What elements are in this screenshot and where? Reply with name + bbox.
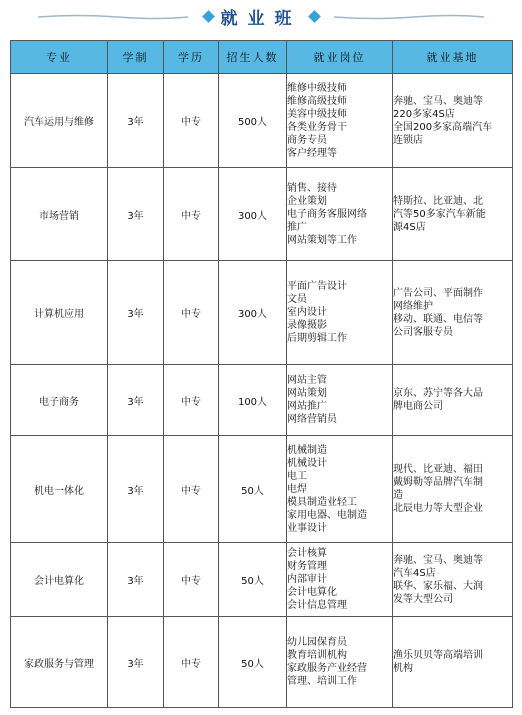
header-enrollment: 招生人数 — [219, 41, 287, 74]
duration-cell: 3年 — [108, 436, 164, 543]
position-line: 商务专员 — [287, 134, 327, 146]
position-line: 会计信息管理 — [287, 600, 347, 611]
table-row — [11, 617, 513, 708]
header-education: 学历 — [164, 41, 219, 74]
position-line: 企业策划 — [287, 195, 327, 207]
bases-cell — [393, 74, 513, 168]
position-line: 幼儿园保育员 — [287, 637, 347, 648]
duration-cell: 3年 — [108, 617, 164, 708]
diamond-icon — [202, 10, 215, 23]
position-line: 后期剪辑工作 — [287, 333, 347, 344]
position-line: 管理、培训工作 — [287, 676, 357, 687]
base-line: 戴姆勒等品牌汽车制 — [393, 477, 483, 488]
position-line: 各类业务骨干 — [287, 121, 347, 133]
base-line: 京东、苏宁等各大品 — [393, 388, 483, 399]
position-line: 电子商务客服网络 — [287, 208, 367, 220]
bases-cell — [393, 365, 513, 436]
left-flourish-ornament — [38, 14, 188, 20]
table-row — [11, 543, 513, 617]
position-line: 维修中级技师 — [287, 82, 347, 94]
table-row — [11, 261, 513, 365]
diamond-icon — [308, 10, 321, 23]
base-line: 连锁店 — [393, 134, 423, 146]
base-line: 奔驰、宝马、奥迪等 — [393, 554, 483, 566]
position-line: 家用电器、电制造 — [287, 509, 367, 521]
base-line: 渔乐贝贝等高端培训 — [393, 650, 483, 661]
bases-cell — [393, 261, 513, 365]
position-line: 机械制造 — [287, 444, 327, 456]
education-cell: 中专 — [164, 261, 219, 365]
education-cell: 中专 — [164, 617, 219, 708]
duration-cell: 3年 — [108, 543, 164, 617]
major-cell: 家政服务与管理 — [11, 617, 108, 708]
base-line: 220多家4S店 — [393, 108, 455, 120]
position-line: 网站策划 — [287, 388, 327, 399]
education-cell: 中专 — [164, 436, 219, 543]
bases-cell — [393, 543, 513, 617]
base-line: 网络维护 — [393, 300, 433, 312]
base-line: 广告公司、平面制作 — [393, 287, 483, 299]
enrollment-cell: 50人 — [219, 543, 287, 617]
header-bases: 就业基地 — [393, 41, 513, 74]
enrollment-cell: 300人 — [219, 168, 287, 261]
position-line: 电工 — [287, 470, 307, 482]
position-line: 客户经理等 — [287, 147, 337, 159]
position-line: 室内设计 — [287, 307, 327, 318]
page-title — [204, 4, 319, 29]
base-line: 联华、家乐福、大润 — [393, 580, 483, 592]
bases-cell — [393, 617, 513, 708]
base-line: 牌电商公司 — [393, 401, 443, 412]
base-line: 特斯拉、比亚迪、北 — [393, 195, 483, 207]
duration-cell: 3年 — [108, 74, 164, 168]
bases-cell — [393, 436, 513, 543]
base-line: 北辰电力等大型企业 — [393, 503, 483, 514]
header-positions: 就业岗位 — [287, 41, 393, 74]
position-line: 销售、接待 — [287, 182, 337, 194]
base-line: 移动、联通、电信等 — [393, 313, 483, 325]
positions-cell — [287, 74, 393, 168]
enrollment-cell: 50人 — [219, 617, 287, 708]
position-line: 网站主管 — [287, 375, 327, 386]
enrollment-cell: 500人 — [219, 74, 287, 168]
positions-cell — [287, 436, 393, 543]
enrollment-cell: 50人 — [219, 436, 287, 543]
employment-table — [10, 40, 513, 708]
position-line: 会计电算化 — [287, 587, 337, 598]
position-line: 会计核算 — [287, 548, 327, 559]
position-line: 模具制造业轻工 — [287, 496, 357, 508]
table-row — [11, 168, 513, 261]
bases-cell — [393, 168, 513, 261]
base-line: 汽等50多家汽车新能 — [393, 208, 486, 220]
page-title-text: 就业班 — [220, 8, 302, 29]
table-header-row — [11, 41, 513, 74]
base-line: 奔驰、宝马、奥迪等 — [393, 95, 483, 107]
title-bar — [0, 0, 522, 32]
position-line: 录像摄影 — [287, 320, 327, 331]
position-line: 家政服务产业经营 — [287, 663, 367, 674]
base-line: 现代、比亚迪、福田 — [393, 464, 483, 475]
position-line: 推广 — [287, 221, 307, 233]
header-major: 专业 — [11, 41, 108, 74]
education-cell: 中专 — [164, 543, 219, 617]
base-line: 发等大型公司 — [393, 593, 453, 605]
position-line: 教育培训机构 — [287, 650, 347, 661]
major-cell: 机电一体化 — [11, 436, 108, 543]
table-row — [11, 74, 513, 168]
duration-cell: 3年 — [108, 261, 164, 365]
enrollment-cell: 100人 — [219, 365, 287, 436]
position-line: 平面广告设计 — [287, 281, 347, 292]
education-cell: 中专 — [164, 365, 219, 436]
enrollment-cell: 300人 — [219, 261, 287, 365]
duration-cell: 3年 — [108, 365, 164, 436]
right-flourish-ornament — [334, 14, 484, 20]
position-line: 电焊 — [287, 483, 307, 495]
education-cell: 中专 — [164, 74, 219, 168]
table-row — [11, 436, 513, 543]
major-cell: 会计电算化 — [11, 543, 108, 617]
education-cell: 中专 — [164, 168, 219, 261]
position-line: 美容中级技师 — [287, 108, 347, 120]
base-line: 机构 — [393, 663, 413, 674]
position-line: 网站推广 — [287, 401, 327, 412]
position-line: 业事设计 — [287, 522, 327, 534]
positions-cell — [287, 365, 393, 436]
position-line: 网站策划等工作 — [287, 234, 357, 246]
major-cell: 电子商务 — [11, 365, 108, 436]
header-duration: 学制 — [108, 41, 164, 74]
position-line: 维修高级技师 — [287, 95, 347, 107]
position-line: 机械设计 — [287, 457, 327, 469]
base-line: 全国200多家高端汽车 — [393, 121, 493, 133]
positions-cell — [287, 617, 393, 708]
base-line: 汽车4S店 — [393, 567, 436, 579]
positions-cell — [287, 543, 393, 617]
duration-cell: 3年 — [108, 168, 164, 261]
position-line: 财务管理 — [287, 561, 327, 572]
base-line: 源4S店 — [393, 221, 426, 233]
position-line: 内部审计 — [287, 574, 327, 585]
table-row — [11, 365, 513, 436]
major-cell: 计算机应用 — [11, 261, 108, 365]
position-line: 网络营销员 — [287, 414, 337, 425]
position-line: 文员 — [287, 294, 307, 305]
positions-cell — [287, 261, 393, 365]
positions-cell — [287, 168, 393, 261]
major-cell: 市场营销 — [11, 168, 108, 261]
base-line: 公司客服专员 — [393, 326, 453, 338]
major-cell: 汽车运用与维修 — [11, 74, 108, 168]
base-line: 造 — [393, 490, 403, 501]
